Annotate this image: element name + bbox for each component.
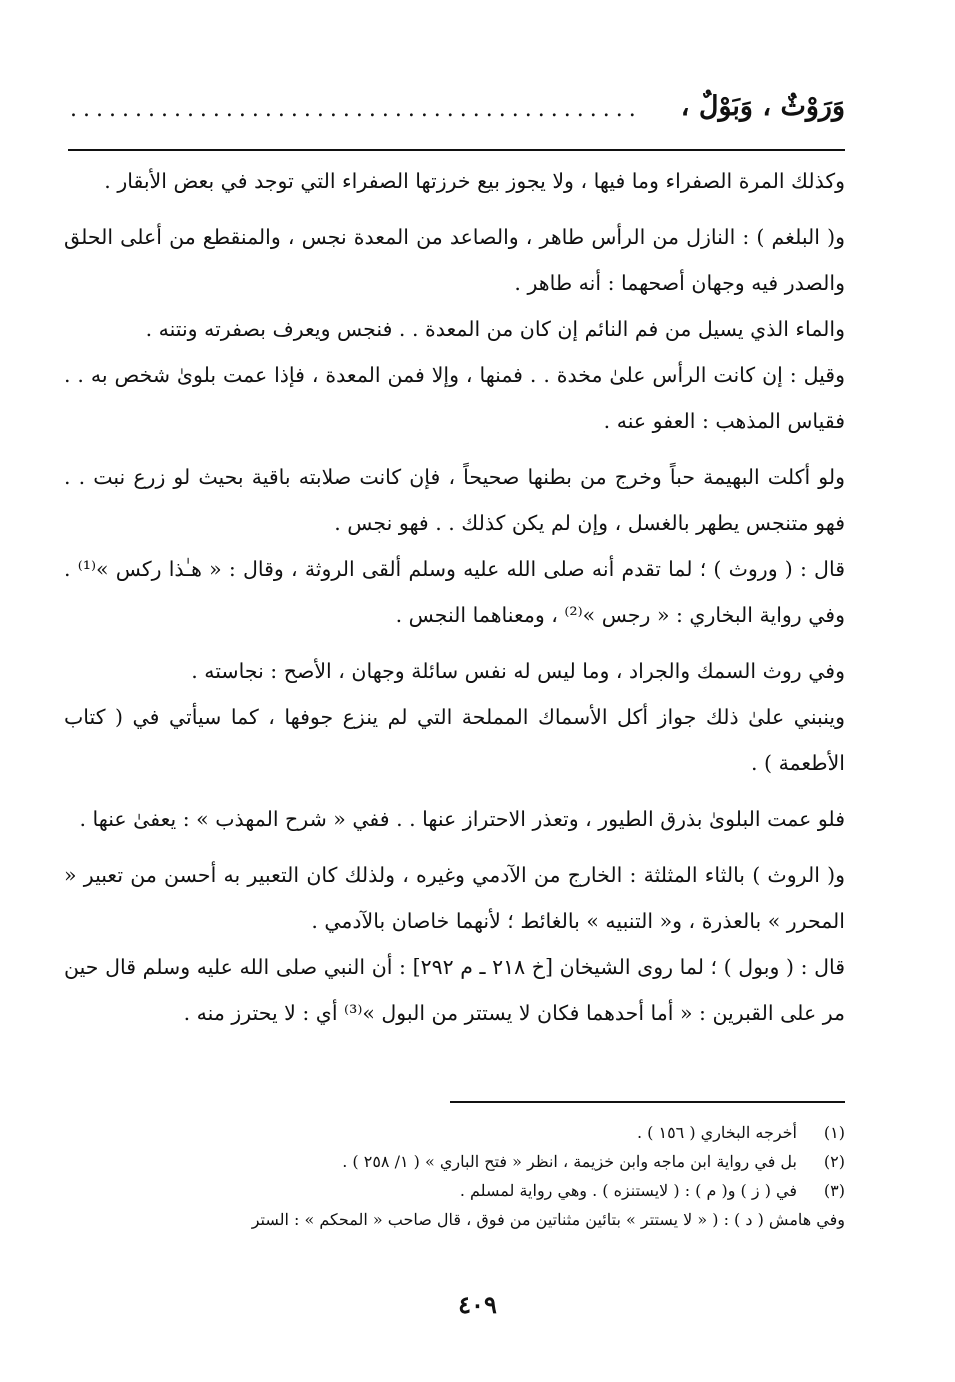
- footnote-number: (٣): [823, 1181, 845, 1200]
- footnote-number: (٢): [823, 1152, 845, 1171]
- paragraph: فلو عمت البلوىٰ بذرق الطيور ، وتعذر الاحتراز عنها . . ففي « شرح المهذب » : يعفىٰ عنها .: [79, 807, 845, 831]
- paragraph: وكذلك المرة الصفراء وما فيها ، ولا يجوز بيع خرزتها الصفراء التي توجد في بعض الأبقار .: [104, 169, 845, 193]
- footnote-number: (١): [823, 1123, 845, 1142]
- header-title: وَرَوْثٌ ، وَبَوْلٌ ،: [680, 91, 845, 122]
- footnote: [70, 1118, 845, 1147]
- footnote-text: في ( ز ) و( م ) : ( لايستنزه ) . وهي رواية لمسلم .: [459, 1181, 797, 1200]
- footnote: [70, 1147, 845, 1176]
- paragraph: وينبني علىٰ ذلك جواز أكل الأسماك المملحة التي لم ينزع جوفها ، كما سيأتي في ( كتاب الأطعمة ) .: [64, 705, 845, 775]
- header-leader-dots: ............................................: [70, 97, 642, 122]
- paragraph: والماء الذي يسيل من فم النائم إن كان من المعدة . . فنجس ويعرف بصفرته ونتنه .: [145, 317, 845, 341]
- page-number: ٤٠٩: [458, 1290, 497, 1319]
- paragraph: قال : ( وبول ) ؛ لما روى الشيخان [خ ٢١٨ ـ م ٢٩٢] : أن النبي صلى الله عليه وسلم قال حين مر على القبرين : « أما أحدهما فكان لا يستتر من البول »⁽³⁾ أي : لا يحترز منه .: [64, 955, 846, 1025]
- running-header: [70, 78, 845, 122]
- paragraph: وقيل : إن كانت الرأس علىٰ مخدة . . فمنها ، وإلا فمن المعدة ، فإذا عمت بلوىٰ شخص به . . فقياس المذهب : العفو عنه .: [64, 363, 845, 433]
- footnote-rule: [450, 1101, 845, 1103]
- paragraph: قال : ( وروث ) ؛ لما تقدم أنه صلى الله عليه وسلم ألقى الروثة ، وقال : « هـٰذا ركس »⁽¹⁾ . وفي رواية البخاري : « رجس »⁽²⁾ ، ومعناهما النجس .: [64, 557, 845, 627]
- footnotes: [70, 1118, 845, 1234]
- paragraph: وفي روث السمك والجراد ، وما ليس له نفس سائلة وجهان ، الأصح : نجاسته .: [191, 659, 845, 683]
- footnote-text: بل في رواية ابن ماجه وابن خزيمة ، انظر « فتح الباري » ( ١/ ٢٥٨ ) .: [342, 1152, 797, 1171]
- footnote-continuation: وفي هامش ( د ) : ( « لا يستتر » بتائين مثناتين من فوق ، قال صاحب « المحكم » : الستر: [251, 1210, 845, 1229]
- paragraph: و( الروث ) بالثاء المثلثة : الخارج من الآدمي وغيره ، ولذلك كان التعبير به أحسن من تعبير « المحرر » بالعذرة ، و« التنبيه » بالغائط ؛ لأنهما خاصان بالآدمي .: [64, 863, 845, 933]
- footnote: [70, 1176, 845, 1205]
- footnote-text: أخرجه البخاري ( ١٥٦ ) .: [636, 1123, 797, 1142]
- header-rule: [68, 149, 845, 151]
- paragraph: و( البلغم ) : النازل من الرأس طاهر ، والصاعد من المعدة نجس ، والمنقطع من أعلى الحلق والصدر فيه وجهان أصحهما : أنه طاهر .: [64, 225, 845, 295]
- paragraph: ولو أكلت البهيمة حباً وخرج من بطنها صحيحاً ، فإن كانت صلابته باقية بحيث لو زرع نبت . . فهو متنجس يطهر بالغسل ، وإن لم يكن كذلك . . فهو نجس .: [64, 465, 845, 535]
- main-text: [64, 158, 845, 1036]
